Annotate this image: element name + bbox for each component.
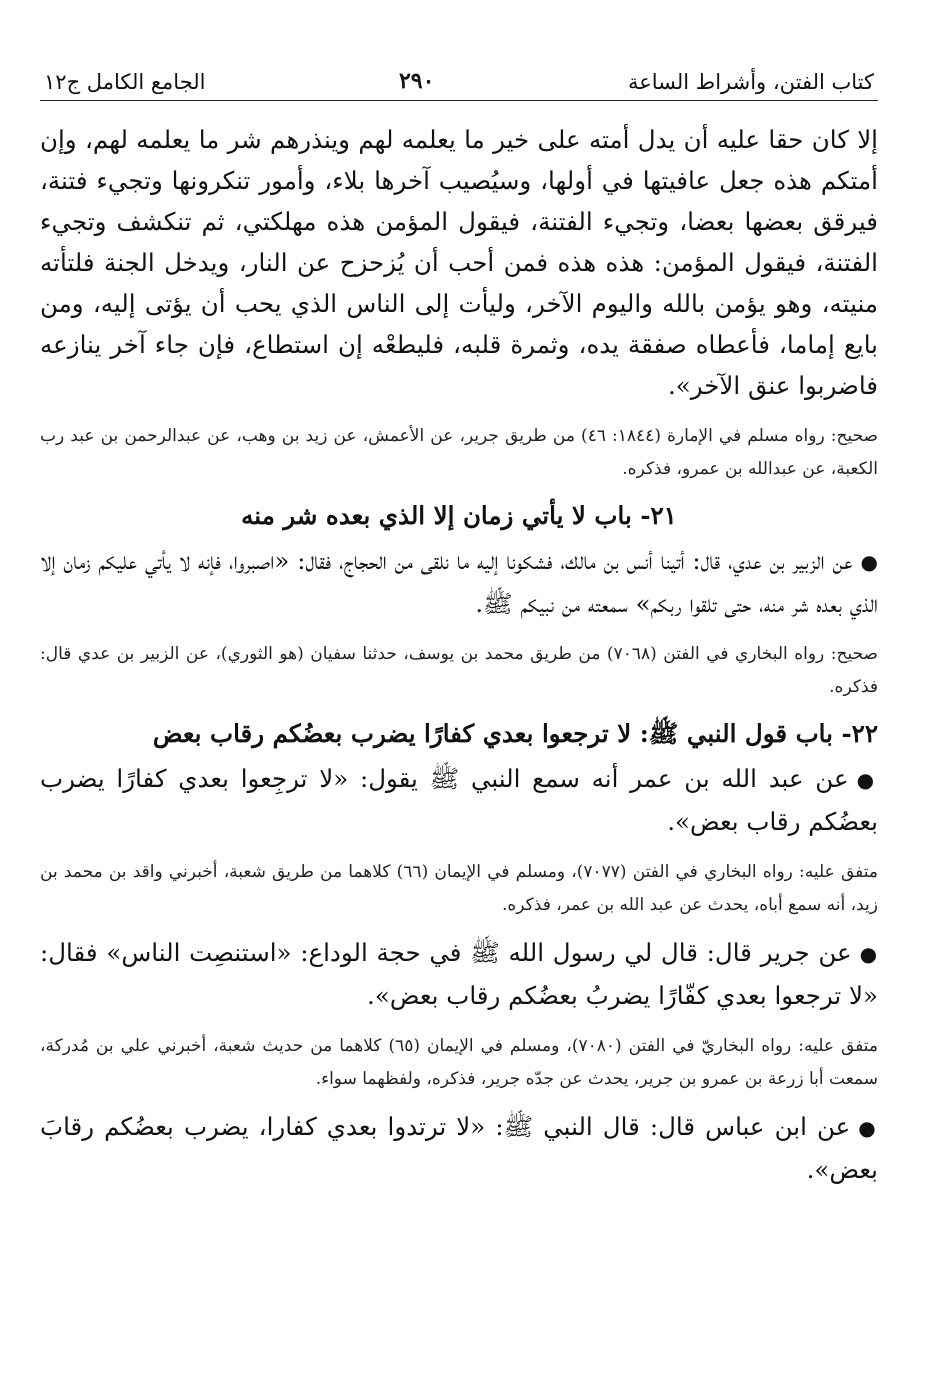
takhrij-note: صحيح: رواه مسلم في الإمارة (١٨٤٤: ٤٦) من طريق جرير، عن الأعمش، عن زيد بن وهب، عن عبدالرحمن بن عبد رب الكعبة، عن عبدالله بن عمرو، فذكره.	[40, 426, 878, 479]
book-title: الجامع الكامل ج١٢	[44, 70, 206, 94]
page-header	[40, 50, 878, 101]
section-22-hadith-2	[40, 932, 878, 1016]
hadith-text: عن ابن عباس قال: قال النبي ﷺ: «لا ترتدوا بعدي كفارا، يضرب بعضُكم رقابَ بعض».	[40, 1112, 878, 1184]
hadith-text: عن عبد الله بن عمر أنه سمع النبي ﷺ يقول: «لا ترجِعوا بعدي كفارًا يضرب بعضُكم رقاب بعض».	[40, 764, 878, 836]
bullet-icon: ●	[856, 768, 878, 792]
page-number: ٢٩٠	[398, 68, 435, 94]
section-22-heading: ٢٢- باب قول النبي ﷺ: لا ترجعوا بعدي كفارًا يضرب بعضُكم رقاب بعض	[152, 719, 878, 748]
chapter-title: كتاب الفتن، وأشراط الساعة	[627, 70, 874, 94]
hadith-text: عن جرير قال: قال لي رسول الله ﷺ في حجة الوداع: «استنصِت الناس» فقال: «لا ترجعوا بعدي كفّارًا يضربُ بعضُكم رقاب بعض».	[40, 938, 878, 1010]
section-21-note: صحيح: رواه البخاري في الفتن (٧٠٦٨) من طريق محمد بن يوسف، حدثنا سفيان (هو الثوري)، عن الزبير بن عدي قال: فذكره.	[40, 644, 878, 697]
section-22-hadith-3	[40, 1106, 878, 1190]
bullet-icon: ●	[858, 1116, 879, 1140]
bullet-icon: ●	[860, 550, 878, 574]
hadith-text: عن الزبير بن عدي، قال: أتينا أنس بن مالك، فشكونا إليه ما نلقى من الحجاج، فقال: «اصبروا، فإنه لا يأتي عليكم زمان إلا الذي بعده شر منه، حتى تلقوا ربكم» سمعته من نبيكم ﷺ.	[40, 546, 878, 618]
section-22-note-1: متفق عليه: رواه البخاري في الفتن (٧٠٧٧)، ومسلم في الإيمان (٦٦) كلاهما من طريق شعبة، أخبرني واقد بن محمد بن زيد، أنه سمع أباه، يحدث عن عبد الله بن عمر، فذكره.	[40, 862, 878, 915]
section-22-hadith-1	[40, 758, 878, 842]
section-21-hadith	[40, 540, 878, 624]
bullet-icon: ●	[859, 942, 879, 966]
section-22-note-2: متفق عليه: رواه البخاريّ في الفتن (٧٠٨٠)، ومسلم في الإيمان (٦٥) كلاهما من حديث شعبة، أخبرني علي بن مُدركة، سمعت أبا زرعة بن عمرو بن جرير، يحدث عن جدّه جرير، فذكره، ولفظهما سواء.	[40, 1036, 878, 1089]
section-21-heading: ٢١- باب لا يأتي زمان إلا الذي بعده شر منه	[241, 501, 677, 530]
hadith-continuation-paragraph: إلا كان حقا عليه أن يدل أمته على خير ما يعلمه لهم وينذرهم شر ما يعلمه لهم، وإن أمتكم هذه جعل عافيتها في أولها، وسيُصيب آخرها بلاء، وأمور تنكرونها وتجيء فتنة، فيرقق بعضها بعضا، وتجيء الفتنة، فيقول المؤمن هذه مهلكتي، ثم تنكشف وتجيء الفتنة، فيقول المؤمن: هذه هذه فمن أحب أن يُزحزح عن النار، ويدخل الجنة فلتأته منيته، وهو يؤمن بالله واليوم الآخر، وليأت إلى الناس الذي يحب أن يؤتى إليه، ومن بايع إماما، فأعطاه صفقة يده، وثمرة قلبه، فليطعْه إن استطاع، فإن جاء آخر ينازعه فاضربوا عنق الآخر».	[40, 125, 878, 400]
